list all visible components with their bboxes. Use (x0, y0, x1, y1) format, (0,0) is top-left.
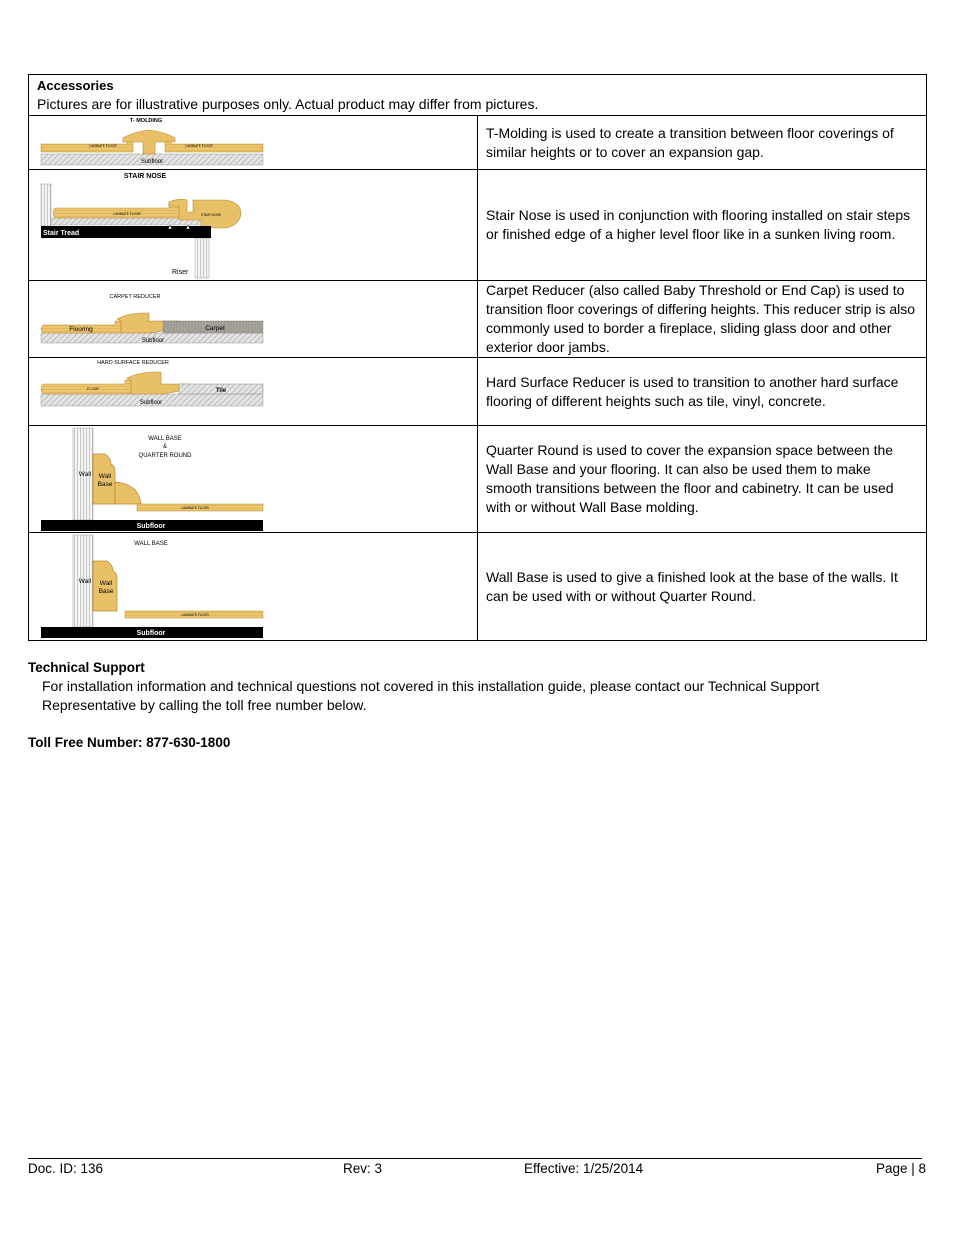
wall-base-image-title: WALL BASE (134, 541, 168, 547)
footer-doc-id: Doc. ID: 136 (28, 1161, 104, 1176)
hard-surface-reducer-tile-label: Tile (215, 388, 227, 394)
stair-nose-tread-label: Stair Tread (43, 230, 80, 237)
quarter-round-base-label-2: Base (97, 481, 113, 488)
t-molding-subfloor-label: Subfloor (140, 159, 164, 165)
technical-support-section (28, 658, 908, 715)
carpet-reducer-carpet-label: Carpet (205, 324, 225, 332)
stair-nose-floor-label: LAMINATE FLOOR (113, 212, 141, 216)
carpet-reducer-image-title: CARPET REDUCER (109, 293, 161, 300)
accessories-subtitle: Pictures are for illustrative purposes only. Actual product may differ from pictures. (37, 96, 539, 112)
accessories-header (29, 75, 927, 116)
quarter-round-base-label-1: Wall (98, 473, 112, 480)
toll-free-number: Toll Free Number: 877-630-1800 (28, 735, 231, 750)
wall-base-wall-label: Wall (78, 578, 92, 585)
stair-nose-image-title: STAIR NOSE (123, 173, 167, 180)
hard-surface-reducer-floor-label: FLOOR (87, 387, 99, 391)
t-molding-image-title: T- MOLDING (129, 118, 163, 124)
quarter-round-image-title-2: & (162, 444, 168, 450)
carpet-reducer-subfloor-label: Subfloor (141, 337, 165, 344)
quarter-round-description: Quarter Round is used to cover the expansion space between the Wall Base and your flooring. It can also be used them to make smooth transitions between the floor and cabinetry. It can be used with or without Wall Base molding. (478, 426, 927, 533)
carpet-reducer-flooring-label: Flooring (69, 325, 93, 333)
quarter-round-image-title-1: WALL BASE (148, 436, 182, 442)
wall-base-base-label-2: Base (98, 588, 114, 595)
quarter-round-subfloor-label: Subfloor (136, 523, 166, 530)
wall-base-base-label-1: Wall (99, 580, 113, 587)
t-molding-description: T-Molding is used to create a transition between floor coverings of similar heights or to cover an expansion gap. (478, 116, 927, 170)
technical-support-title: Technical Support (28, 660, 145, 675)
hard-surface-reducer-subfloor-label: Subfloor (139, 400, 163, 406)
t-molding-right-floor-label: LAMINATE FLOOR (185, 144, 213, 148)
stair-nose-description: Stair Nose is used in conjunction with flooring installed on stair steps or finished edge of a higher level floor like in a sunken living room. (478, 170, 927, 281)
t-molding-left-floor-label: LAMINATE FLOOR (89, 144, 117, 148)
carpet-reducer-image (29, 281, 478, 358)
footer-divider (28, 1158, 922, 1159)
footer-page-number: Page | 8 (875, 1161, 926, 1176)
footer-rev: Rev: 3 (343, 1161, 383, 1176)
hard-surface-reducer-description: Hard Surface Reducer is used to transition to another hard surface flooring of different heights such as tile, vinyl, concrete. (478, 358, 927, 426)
technical-support-body: For installation information and technical questions not covered in this installation guide, please contact our Technical Support Representative by calling the toll free number below. (42, 678, 820, 713)
quarter-round-floor-label: LAMINATE FLOOR (181, 506, 209, 510)
wall-base-image (29, 533, 478, 641)
carpet-reducer-description: Carpet Reducer (also called Baby Threshold or End Cap) is used to transition floor coverings of differing heights. This reducer strip is also commonly used to border a fireplace, sliding glass door and other exterior door jambs. (478, 281, 927, 358)
wall-base-floor-label: LAMINATE FLOOR (181, 613, 209, 617)
wall-base-subfloor-label: Subfloor (136, 630, 166, 637)
stair-nose-nose-label: STAIR NOSE (200, 213, 222, 217)
quarter-round-image-title-3: QUARTER ROUND (138, 453, 192, 459)
t-molding-image (29, 116, 478, 170)
stair-nose-riser-label: Riser (172, 269, 189, 276)
hard-surface-reducer-image (29, 358, 478, 426)
quarter-round-image (29, 426, 478, 533)
stair-nose-image (29, 170, 478, 281)
wall-base-description: Wall Base is used to give a finished look at the base of the walls. It can be used with or without Quarter Round. (478, 533, 927, 641)
hard-surface-reducer-image-title: HARD SURFACE REDUCER (97, 360, 169, 366)
footer-effective: Effective: 1/25/2014 (524, 1161, 644, 1176)
accessories-table (28, 74, 927, 641)
accessories-title: Accessories (37, 78, 114, 93)
quarter-round-wall-label: Wall (78, 471, 92, 478)
